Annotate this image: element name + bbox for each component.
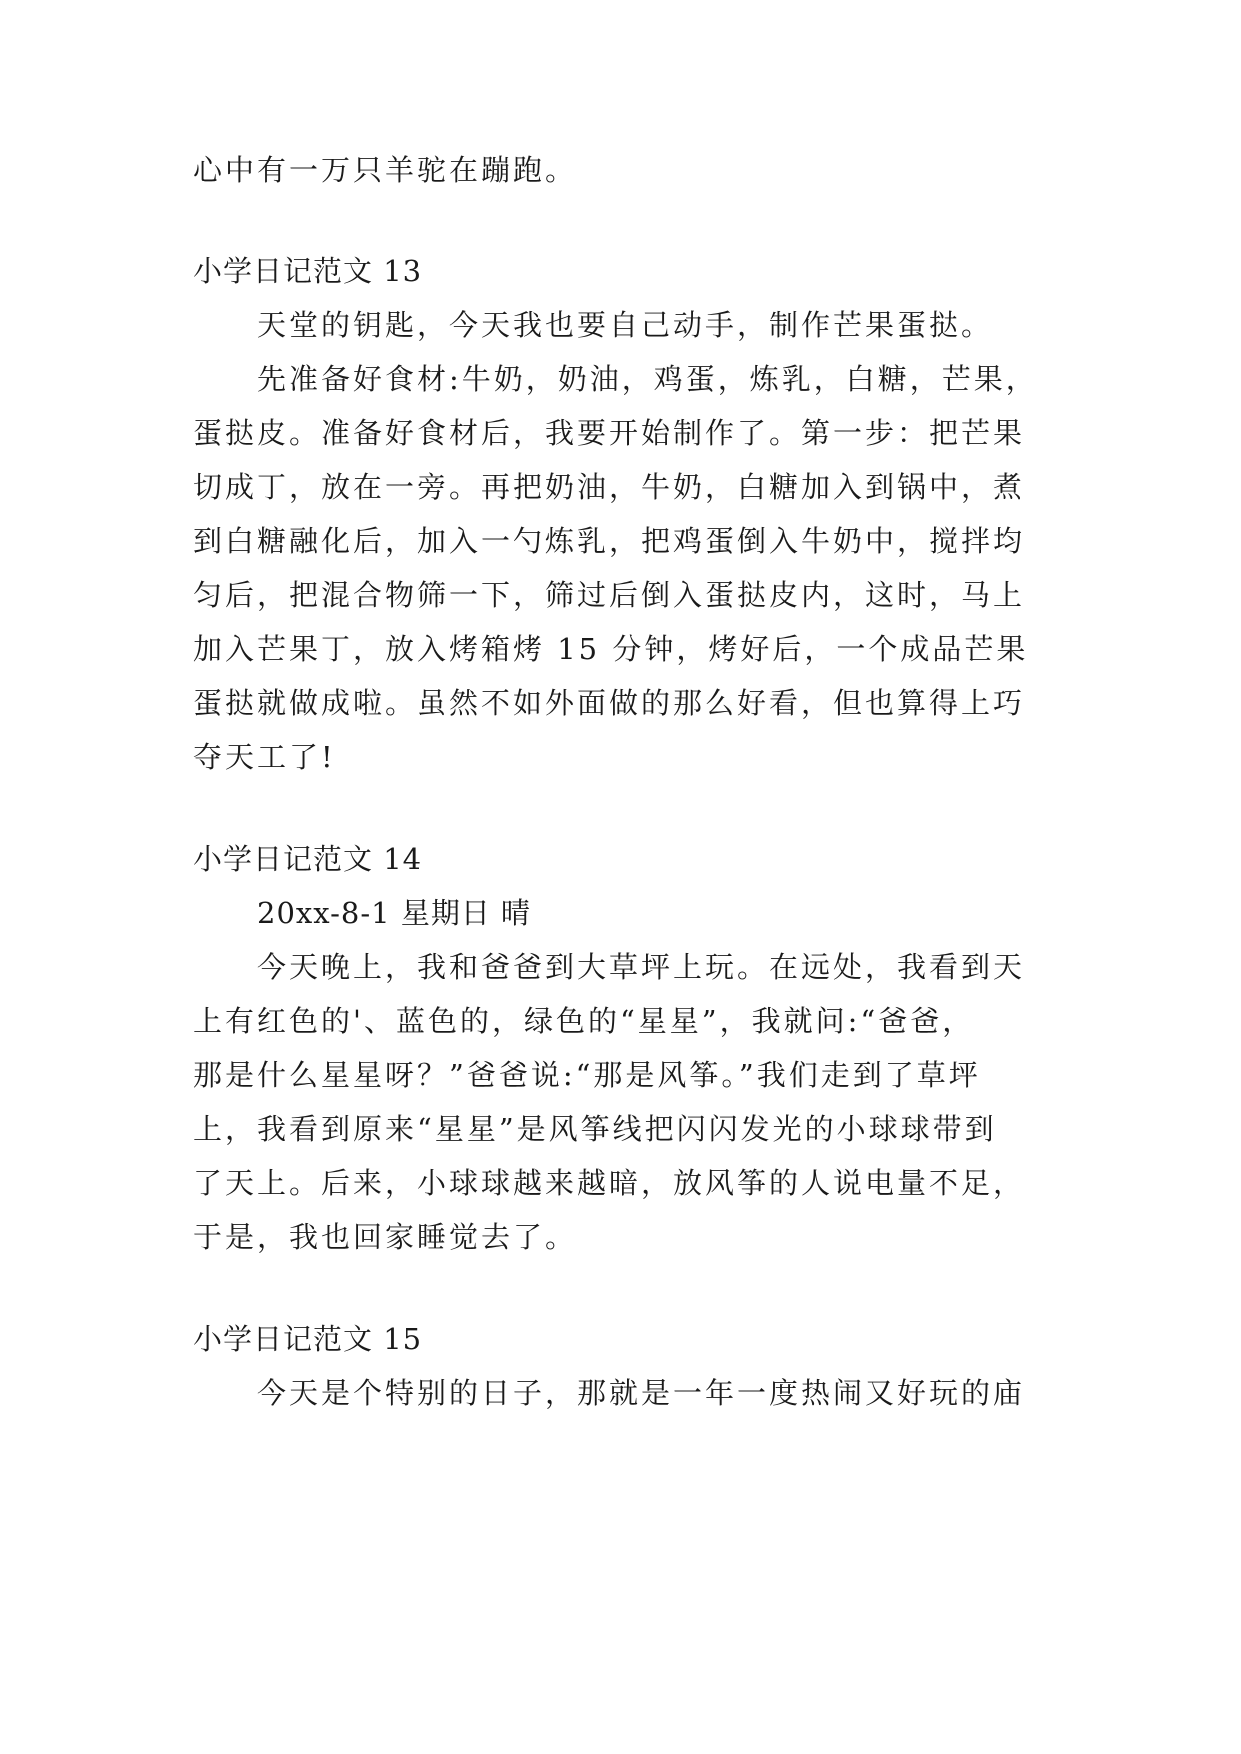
text-line: 上有红色的'、蓝色的，绿色的“星星”，我就问:“爸爸， xyxy=(193,1004,975,1038)
text-line: 今天晚上，我和爸爸到大草坪上玩。在远处，我看到天 xyxy=(257,950,1026,984)
text-line: 蛋挞就做成啦。虽然不如外面做的那么好看，但也算得上巧 xyxy=(193,686,1026,720)
section-title: 小学日记范文 15 xyxy=(193,1322,423,1356)
section-title: 小学日记范文 14 xyxy=(193,842,423,876)
section-title: 小学日记范文 13 xyxy=(193,254,423,288)
text-line: 加入芒果丁，放入烤箱烤 15 分钟，烤好后，一个成品芒果 xyxy=(193,632,1029,666)
text-line: 了天上。后来，小球球越来越暗，放风筝的人说电量不足， xyxy=(193,1166,1026,1200)
text-line: 匀后，把混合物筛一下，筛过后倒入蛋挞皮内，这时，马上 xyxy=(193,578,1026,612)
text-line: 今天是个特别的日子，那就是一年一度热闹又好玩的庙 xyxy=(257,1376,1026,1410)
text-line: 于是，我也回家睡觉去了。 xyxy=(193,1220,578,1254)
text-line: 天堂的钥匙，今天我也要自己动手，制作芒果蛋挞。 xyxy=(257,308,994,342)
text-line: 上，我看到原来“星星”是风筝线把闪闪发光的小球球带到 xyxy=(193,1112,997,1146)
text-line: 切成丁，放在一旁。再把奶油，牛奶，白糖加入到锅中，煮 xyxy=(193,470,1026,504)
text-line: 到白糖融化后，加入一勺炼乳，把鸡蛋倒入牛奶中，搅拌均 xyxy=(193,524,1026,558)
text-line: 那是什么星星呀？”爸爸说:“那是风筝。”我们走到了草坪 xyxy=(193,1058,981,1092)
text-line: 夺天工了! xyxy=(193,740,336,774)
text-line: 蛋挞皮。准备好食材后，我要开始制作了。第一步：把芒果 xyxy=(193,416,1026,450)
text-line: 心中有一万只羊驼在蹦跑。 xyxy=(193,153,578,187)
text-line: 先准备好食材:牛奶，奶油，鸡蛋，炼乳，白糖，芒果， xyxy=(257,362,1038,396)
date-line: 20xx-8-1 星期日 晴 xyxy=(257,896,532,930)
